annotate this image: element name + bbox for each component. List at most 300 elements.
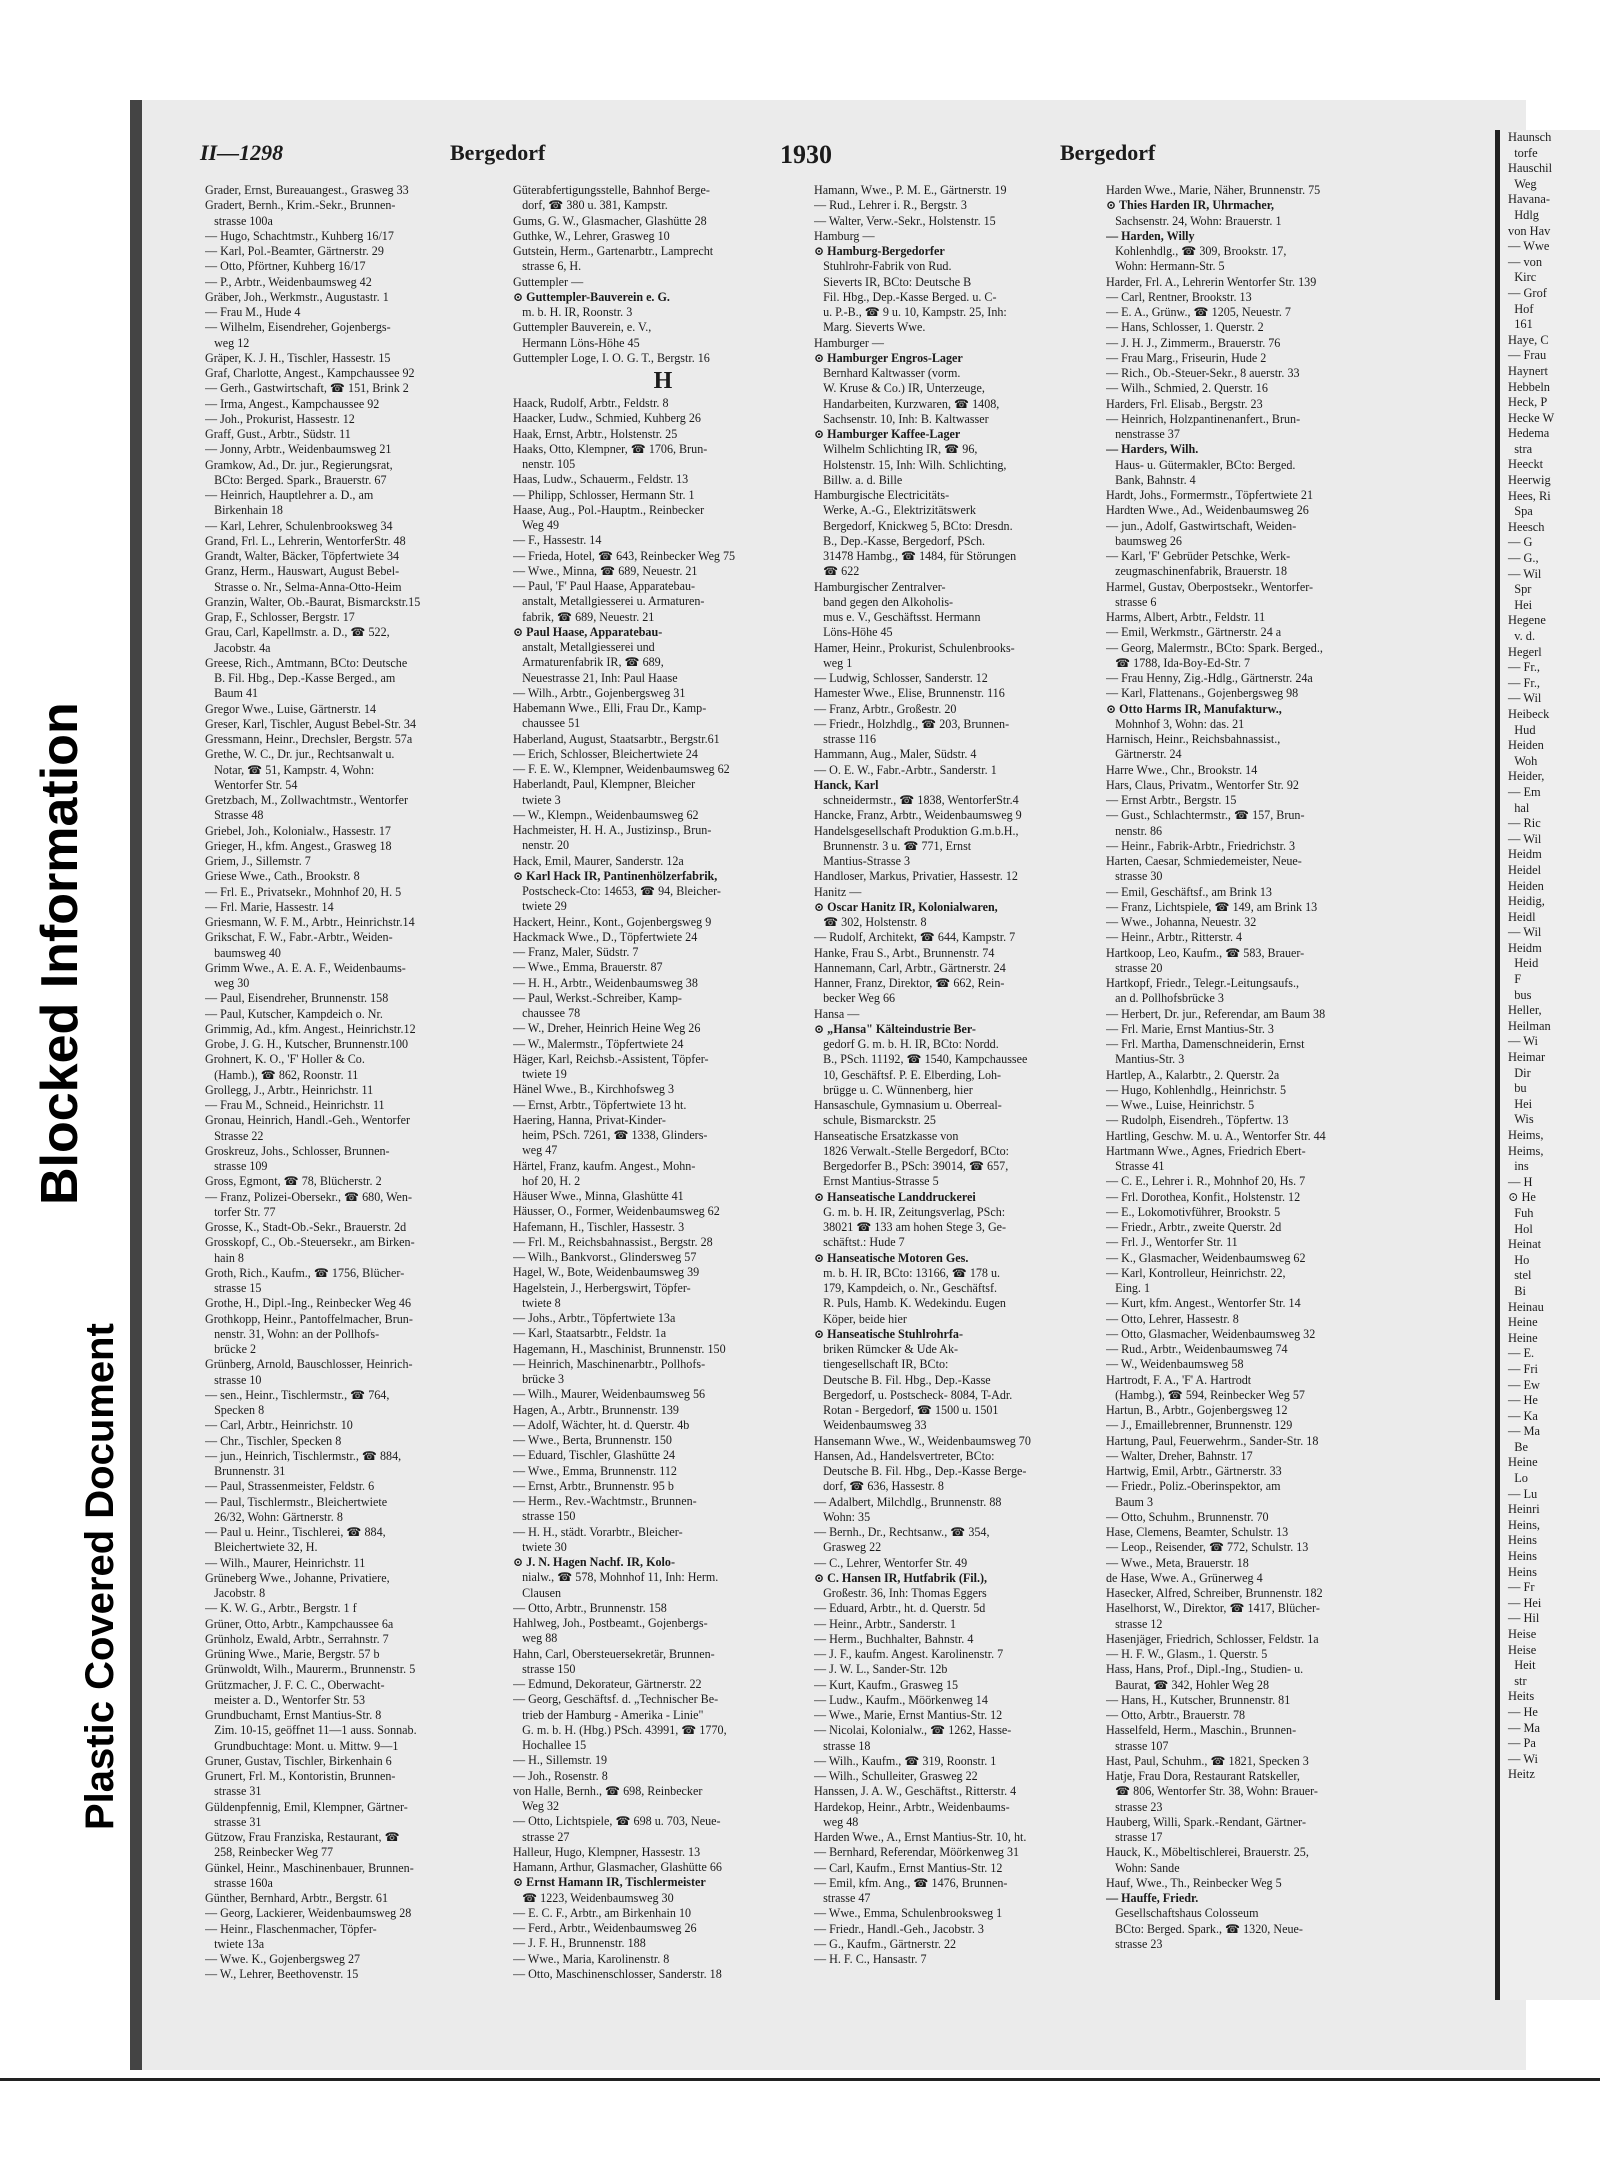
directory-entry-line: strasse 150 <box>513 1509 576 1524</box>
directory-entry-line: — W., Lehrer, Beethovenstr. 15 <box>205 1967 359 1982</box>
directory-entry-line: Hartung, Paul, Feuerwehrm., Sander-Str. 18 <box>1106 1433 1319 1448</box>
next-page-entry-line: — Wwe <box>1508 239 1550 254</box>
directory-entry-line: mus e. V., Geschäftsst. Hermann <box>814 610 981 624</box>
directory-entry-line: strasse 31 <box>205 1814 262 1829</box>
directory-entry-line: — jun., Heinrich, Tischlermstr., ☎ 884, <box>205 1448 402 1463</box>
directory-entry-line: Wohn: 35 <box>814 1509 871 1524</box>
directory-entry-line: Haack, Rudolf, Arbtr., Feldstr. 8 <box>513 396 669 410</box>
directory-entry-line: — Carl, Kaufm., Ernst Mantius-Str. 12 <box>814 1860 1003 1875</box>
directory-entry-line: Wilhelm Schlichting IR, ☎ 96, <box>814 442 978 457</box>
directory-entry-line: — Wilh., Schulleiter, Grasweg 22 <box>814 1769 978 1783</box>
directory-entry-line: — Philipp, Schlosser, Hermann Str. 1 <box>513 487 695 502</box>
directory-entry-line: — Heinrich, Hauptlehrer a. D., am <box>205 488 374 502</box>
directory-entry-line: — H., Sillemstr. 19 <box>513 1753 608 1768</box>
page-bottom-edge <box>0 2078 1600 2177</box>
directory-entry-line: — Otto, Schuhm., Brunnenstr. 70 <box>1106 1509 1269 1524</box>
directory-entry-line: Haselhorst, W., Direktor, ☎ 1417, Blücher- <box>1106 1601 1320 1616</box>
directory-entry-line: Brunnenstr. 31 <box>205 1464 286 1478</box>
directory-entry-line: — Wwe., Luise, Heinrichstr. 5 <box>1106 1098 1255 1112</box>
directory-entry-line: Jacobstr. 8 <box>205 1586 266 1600</box>
directory-entry-line: Harmel, Gustav, Oberpostsekr., Wentorfer- <box>1106 579 1314 594</box>
directory-entry-line: Baum 41 <box>205 686 259 701</box>
next-page-entry-line: — He <box>1508 1393 1538 1408</box>
directory-entry-line: Billw. a. d. Bille <box>814 472 903 487</box>
directory-entry-line: — Karl, 'F' Gebrüder Petschke, Werk- <box>1106 549 1291 563</box>
next-page-entry-line: Heerwig <box>1508 473 1551 488</box>
directory-entry-line: Löns-Höhe 45 <box>814 625 893 640</box>
directory-entry-line: Häusser, O., Former, Weidenbaumsweg 62 <box>513 1204 720 1219</box>
directory-entry-line: Harden Wwe., A., Ernst Mantius-Str. 10, ht. <box>814 1830 1027 1844</box>
next-page-entry-line: Bi <box>1508 1283 1526 1298</box>
next-page-entry-line: v. d. <box>1508 629 1536 643</box>
directory-entry-line: BCto: Berged. Spark., Brauerstr. 67 <box>205 472 387 487</box>
directory-entry-line: ⊙ Hanseatische Motoren Ges. <box>814 1250 969 1265</box>
directory-entry-line: Hahn, Carl, Obersteuersekretär, Brunnen- <box>513 1646 715 1661</box>
directory-entry-line: — Wilh., Kaufm., ☎ 319, Roonstr. 1 <box>814 1753 997 1768</box>
directory-entry-line: — Friedr., Arbtr., zweite Querstr. 2d <box>1106 1220 1282 1234</box>
directory-entry-line: — W., Dreher, Heinrich Heine Weg 26 <box>513 1021 701 1036</box>
directory-entry-line: Graff, Gust., Arbtr., Südstr. 11 <box>205 427 351 441</box>
directory-entry-line: Hack, Emil, Maurer, Sanderstr. 12a <box>513 853 684 868</box>
directory-entry-line: Armaturenfabrik IR, ☎ 689, <box>513 655 664 670</box>
directory-entry-line: nenstr. 31, Wohn: an der Pollhofs- <box>205 1326 380 1341</box>
directory-entry-line: — Paul, Strassenmeister, Feldstr. 6 <box>205 1479 375 1494</box>
directory-entry-line: — H. H., städt. Vorarbtr., Bleicher- <box>513 1524 683 1539</box>
directory-entry-line: ⊙ C. Hansen IR, Hutfabrik (Fil.), <box>814 1570 988 1585</box>
next-page-entry-line: Heine <box>1508 1315 1538 1330</box>
next-page-entry-line: Hecke W <box>1508 410 1555 425</box>
directory-entry-line: Grasweg 22 <box>814 1540 882 1555</box>
directory-entry-line: — Jonny, Arbtr., Weidenbaumsweg 21 <box>205 442 392 457</box>
directory-entry-line: — Erich, Schlosser, Bleichertwiete 24 <box>513 746 698 761</box>
directory-entry-line: Hartun, B., Arbtr., Gojenbergsweg 12 <box>1106 1403 1288 1417</box>
directory-entry-line: — Wwe., Johanna, Neuestr. 32 <box>1106 915 1257 929</box>
directory-entry-line: Groth, Rich., Kaufm., ☎ 1756, Blücher- <box>205 1265 405 1280</box>
directory-entry-line: Harre Wwe., Chr., Brookstr. 14 <box>1106 762 1258 777</box>
directory-entry-line: Grimmig, Ad., kfm. Angest., Heinrichstr.12 <box>205 1021 416 1036</box>
directory-entry-line: Grundbuchamt, Ernst Mantius-Str. 8 <box>205 1708 382 1722</box>
directory-entry-line: — Heinr., Fabrik-Arbtr., Friedrichstr. 3 <box>1106 838 1296 853</box>
directory-entry-line: — J. F. H., Brunnenstr. 188 <box>513 1936 646 1951</box>
directory-entry-line: — Wilh., Maurer, Heinrichstr. 11 <box>205 1555 366 1570</box>
directory-entry-line: 179, Kampdeich, o. Nr., Geschäftsf. <box>814 1281 998 1295</box>
directory-entry-line: Hachmeister, H. H. A., Justizinsp., Brun- <box>513 823 712 837</box>
directory-entry-line: Handelsgesellschaft Produktion G.m.b.H., <box>814 823 1019 838</box>
directory-entry-line: weg 1 <box>814 655 853 670</box>
directory-entry-line: Wentorfer Str. 54 <box>205 777 298 792</box>
directory-entry-line: BCto: Berged. Spark., ☎ 1320, Neue- <box>1106 1921 1303 1936</box>
directory-entry-line: Hänel Wwe., B., Kirchhofsweg 3 <box>513 1082 674 1097</box>
next-page-entry-line: — Wil <box>1508 566 1542 581</box>
directory-entry-line: Hancke, Franz, Arbtr., Weidenbaumsweg 9 <box>814 808 1022 823</box>
directory-entry-line: Strasse 22 <box>205 1128 264 1143</box>
directory-entry-line: ⊙ „Hansa" Kälteindustrie Ber- <box>814 1021 976 1036</box>
directory-entry-line: strasse 100a <box>205 213 273 228</box>
directory-entry-line: Greese, Rich., Amtmann, BCto: Deutsche <box>205 655 408 670</box>
directory-entry-line: twiete 8 <box>513 1295 561 1310</box>
directory-entry-line: Hase, Clemens, Beamter, Schulstr. 13 <box>1106 1525 1289 1539</box>
page-bottom-rule <box>0 2078 1600 2081</box>
directory-entry-line: — Ernst, Arbtr., Töpfertwiete 13 ht. <box>513 1097 687 1112</box>
directory-entry-line: Marg. Sieverts Wwe. <box>814 320 926 335</box>
directory-entry-line: Grobe, J. G. H., Kutscher, Brunnenstr.100 <box>205 1037 409 1051</box>
directory-entry-line: — Joh., Prokurist, Hassestr. 12 <box>205 411 355 426</box>
directory-entry-line: Hannemann, Carl, Arbtr., Gärtnerstr. 24 <box>814 960 1006 975</box>
directory-entry-line: brücke 2 <box>205 1342 257 1356</box>
directory-entry-line: — Wwe., Berta, Brunnenstr. 150 <box>513 1433 672 1447</box>
directory-entry-line: Grüneberg Wwe., Johanne, Privatiere, <box>205 1570 390 1585</box>
directory-entry-line: — Frl. E., Privatsekr., Mohnhof 20, H. 5 <box>205 884 402 899</box>
directory-entry-line: hain 8 <box>205 1250 244 1265</box>
directory-column-3 <box>814 183 1104 1967</box>
directory-entry-line: Notar, ☎ 51, Kampstr. 4, Wohn: <box>205 762 375 777</box>
next-page-entry-line: Heine <box>1508 1330 1538 1345</box>
directory-entry-line: (Hambg.), ☎ 594, Reinbecker Weg 57 <box>1106 1387 1305 1402</box>
directory-entry-line: Gräper, K. J. H., Tischler, Hassestr. 15 <box>205 350 391 365</box>
directory-entry-line: nenstr. 20 <box>513 838 570 853</box>
directory-entry-line: Gützow, Frau Franziska, Restaurant, ☎ <box>205 1830 400 1844</box>
directory-entry-line: — Friedr., Handl.-Geh., Jacobstr. 3 <box>814 1921 984 1936</box>
next-page-entry-line: — Wil <box>1508 831 1542 846</box>
directory-entry-line: Hanseatische Ersatzkasse von <box>814 1128 959 1143</box>
directory-entry-line: Baum 3 <box>1106 1494 1154 1509</box>
directory-entry-line: Gradert, Bernh., Krim.-Sekr., Brunnen- <box>205 198 396 213</box>
directory-entry-line: Haacker, Ludw., Schmied, Kuhberg 26 <box>513 411 701 426</box>
directory-entry-line: strasse 27 <box>513 1829 570 1844</box>
directory-entry-line: Grünberg, Arnold, Bauschlosser, Heinrich- <box>205 1357 413 1372</box>
directory-entry-line: Grosskopf, C., Ob.-Steuersekr., am Birken- <box>205 1235 415 1250</box>
directory-entry-line: — Frau Marg., Friseurin, Hude 2 <box>1106 350 1267 365</box>
directory-entry-line: Specken 8 <box>205 1403 265 1417</box>
directory-entry-line: Griebel, Joh., Kolonialw., Hassestr. 17 <box>205 823 391 838</box>
directory-entry-line: Grützmacher, J. F. C. C., Oberwacht- <box>205 1677 385 1692</box>
next-page-entry-line: bus <box>1508 987 1532 1002</box>
directory-entry-line: ⊙ Ernst Hamann IR, Tischlermeister <box>513 1875 706 1890</box>
next-page-entry-line: Be <box>1508 1439 1528 1454</box>
directory-entry-line: von Halle, Bernh., ☎ 698, Reinbecker <box>513 1783 703 1798</box>
directory-entry-line: — H. H., Arbtr., Weidenbaumsweg 38 <box>513 975 698 990</box>
next-page-entry-line: Hof <box>1508 301 1534 316</box>
next-page-entry-line: Heinau <box>1508 1299 1544 1314</box>
directory-entry-line: strasse 150 <box>513 1661 576 1676</box>
directory-entry-line: — Frieda, Hotel, ☎ 643, Reinbecker Weg 75 <box>513 548 736 563</box>
directory-entry-line: — Eduard, Arbtr., ht. d. Querstr. 5d <box>814 1601 986 1616</box>
directory-entry-line: ⊙ Paul Haase, Apparatebau- <box>513 624 663 639</box>
directory-entry-line: strasse 18 <box>814 1738 871 1753</box>
directory-entry-line: Bernhard Kaltwasser (vorm. <box>814 366 961 380</box>
next-page-entry-line: Fuh <box>1508 1205 1534 1220</box>
directory-entry-line: — Rudolph, Eisendreh., Töpfertw. 13 <box>1106 1113 1289 1128</box>
directory-entry-line: G. m. b. H. (Hbg.) PSch. 43991, ☎ 1770, <box>513 1722 727 1737</box>
directory-entry-line: Hauck, K., Möbeltischlerei, Brauerstr. 25, <box>1106 1845 1309 1860</box>
directory-entry-line: — Carl, Arbtr., Heinrichstr. 10 <box>205 1418 353 1433</box>
next-page-entry-line: Hol <box>1508 1221 1533 1236</box>
directory-entry-line: — Nicolai, Kolonialw., ☎ 1262, Hasse- <box>814 1723 1012 1738</box>
directory-entry-line: — Rudolf, Architekt, ☎ 644, Kampstr. 7 <box>814 930 1016 945</box>
directory-entry-line: gedorf G. m. b. H. IR, BCto: Nordd. <box>814 1037 999 1051</box>
next-page-entry-line: str <box>1508 1673 1527 1688</box>
directory-entry-line: Köper, beide hier <box>814 1311 907 1326</box>
directory-entry-line: brügge u. C. Wünnenberg, hier <box>814 1082 973 1097</box>
directory-entry-line: — Irma, Angest., Kampchaussee 92 <box>205 396 380 411</box>
directory-entry-line: Haberland, August, Staatsarbtr., Bergstr.61 <box>513 731 720 746</box>
directory-entry-line: brücke 3 <box>513 1372 565 1386</box>
directory-entry-line: Hartwig, Emil, Arbtr., Gärtnerstr. 33 <box>1106 1464 1282 1478</box>
directory-entry-line: 10, Geschäftsf. P. E. Elberding, Loh- <box>814 1067 1002 1082</box>
directory-entry-line: ☎ 806, Wentorfer Str. 38, Wohn: Brauer- <box>1106 1784 1318 1799</box>
directory-entry-line: — Otto, Pförtner, Kuhberg 16/17 <box>205 259 366 274</box>
directory-entry-line: twiete 13a <box>205 1936 265 1951</box>
directory-entry-line: — Frl. M., Reichsbahnassist., Bergstr. 28 <box>513 1234 713 1249</box>
directory-entry-line: — Paul, 'F' Paul Haase, Apparatebau- <box>513 579 696 593</box>
directory-entry-line: — E., Lokomotivführer, Brookstr. 5 <box>1106 1204 1281 1219</box>
directory-entry-line: strasse 6 <box>1106 594 1157 609</box>
directory-entry-line: — Frl. Marie, Ernst Mantius-Str. 3 <box>1106 1021 1274 1036</box>
directory-entry-line: — G., Kaufm., Gärtnerstr. 22 <box>814 1936 957 1951</box>
next-page-entry-line: Hei <box>1508 1096 1533 1111</box>
directory-entry-line: — Rud., Arbtr., Weidenbaumsweg 74 <box>1106 1342 1288 1356</box>
directory-entry-line: — Emil, Werkmstr., Gärtnerstr. 24 a <box>1106 625 1282 640</box>
directory-entry-line: — F., Hassestr. 14 <box>513 533 602 548</box>
directory-entry-line: Sachsenstr. 10, Inh: B. Kaltwasser <box>814 411 989 426</box>
next-page-entry-line: — Wil <box>1508 925 1542 940</box>
directory-entry-line: m. b. H. IR, BCto: 13166, ☎ 178 u. <box>814 1265 1001 1280</box>
next-page-entry-line: Hauschil <box>1508 161 1553 176</box>
directory-entry-line: ⊙ Hamburger Engros-Lager <box>814 350 963 365</box>
directory-entry-line: ⊙ Karl Hack IR, Pantinenhölzerfabrik, <box>513 868 718 883</box>
next-page-entry-line: Heinri <box>1508 1502 1540 1517</box>
directory-entry-line: Gross, Egmont, ☎ 78, Blücherstr. 2 <box>205 1174 382 1189</box>
next-page-entry-line: Havana- <box>1508 192 1550 207</box>
directory-entry-line: ☎ 302, Holstenstr. 8 <box>814 915 927 929</box>
next-page-entry-line: Hebbeln <box>1508 379 1550 394</box>
directory-entry-line: Griesmann, W. F. M., Arbtr., Heinrichstr.14 <box>205 915 415 929</box>
directory-entry-line: strasse 20 <box>1106 960 1163 975</box>
next-page-entry-line: Heesch <box>1508 519 1545 534</box>
directory-entry-line: Gärtnerstr. 24 <box>1106 747 1182 762</box>
directory-entry-line: Hamburgische Electricitäts- <box>814 488 950 502</box>
directory-entry-line: — Wwe., Minna, ☎ 689, Neuestr. 21 <box>513 563 698 578</box>
directory-entry-line: m. b. H. IR, Roonstr. 3 <box>513 305 633 319</box>
directory-entry-line: Wohn: Hermann-Str. 5 <box>1106 259 1225 274</box>
next-page-entry-line: ⊙ He <box>1508 1190 1536 1205</box>
directory-entry-line: briken Rümcker & Ude Ak- <box>814 1342 959 1356</box>
directory-entry-line: de Hase, Wwe. A., Grünerweg 4 <box>1106 1570 1263 1585</box>
directory-column-4 <box>1106 183 1411 1952</box>
directory-entry-line: — W., Malermstr., Töpfertwiete 24 <box>513 1036 684 1051</box>
directory-entry-line: — sen., Heinr., Tischlermstr., ☎ 764, <box>205 1387 390 1402</box>
next-page-entry-line: Haynert <box>1508 363 1548 378</box>
directory-entry-line: — Kurt, Kaufm., Grasweg 15 <box>814 1677 959 1692</box>
directory-entry-line: Haase, Aug., Pol.-Hauptm., Reinbecker <box>513 502 705 517</box>
directory-entry-line: Hasselfeld, Herm., Maschin., Brunnen- <box>1106 1723 1297 1738</box>
directory-entry-line: — J. W. L., Sander-Str. 12b <box>814 1662 948 1677</box>
directory-entry-line: Grundbuchtage: Mont. u. Mittw. 9—1 <box>205 1738 399 1753</box>
directory-entry-line: Granzin, Walter, Ob.-Baurat, Bismarckstr.15 <box>205 594 421 609</box>
directory-entry-line: Hammann, Aug., Maler, Südstr. 4 <box>814 747 977 762</box>
directory-column-2 <box>513 183 813 1982</box>
directory-entry-line: nenstr. 86 <box>1106 823 1163 838</box>
next-page-entry-line: — Fr., <box>1508 660 1541 675</box>
directory-entry-line: strasse 107 <box>1106 1738 1169 1753</box>
directory-entry-line: Hansemann Wwe., W., Weidenbaumsweg 70 <box>814 1433 1031 1448</box>
directory-entry-line: — Wwe. K., Gojenbergsweg 27 <box>205 1952 361 1966</box>
directory-entry-line: Grosse, K., Stadt-Ob.-Sekr., Brauerstr. 2d <box>205 1220 407 1234</box>
directory-entry-line: Rotan - Bergedorf, ☎ 1500 u. 1501 <box>814 1403 999 1417</box>
directory-entry-line: anstalt, Metallgiesserei u. Armaturen- <box>513 594 705 609</box>
directory-entry-line: — Karl, Kontrolleur, Heinrichstr. 22, <box>1106 1265 1286 1280</box>
next-page-entry-line: Hegene <box>1508 613 1546 628</box>
directory-entry-line: Guttempler Loge, I. O. G. T., Bergstr. 16 <box>513 350 710 365</box>
directory-entry-line: — Adolf, Wächter, ht. d. Querstr. 4b <box>513 1417 690 1432</box>
directory-entry-line: ☎ 1788, Ida-Boy-Ed-Str. 7 <box>1106 655 1251 670</box>
next-page-entry-line: — Wi <box>1508 1034 1538 1049</box>
directory-entry-line: — Wilh., Arbtr., Gojenbergsweg 31 <box>513 685 686 700</box>
directory-entry-line: — Karl, Flattenans., Gojenbergsweg 98 <box>1106 686 1299 701</box>
next-page-entry-line: — E. <box>1508 1346 1535 1361</box>
directory-entry-line: — jun., Adolf, Gastwirtschaft, Weiden- <box>1106 518 1297 533</box>
directory-entry-line: — Edmund, Dekorateur, Gärtnerstr. 22 <box>513 1677 702 1691</box>
next-page-entry-line: — Wil <box>1508 691 1542 706</box>
next-page-entry-line: ins <box>1508 1159 1529 1174</box>
directory-entry-line: Mantius-Str. 3 <box>1106 1052 1185 1067</box>
directory-entry-line: Hamburger — <box>814 335 884 350</box>
directory-entry-line: R. Puls, Hamb. K. Wedekindu. Eugen <box>814 1296 1006 1311</box>
directory-entry-line: — Bernh., Dr., Rechtsanw., ☎ 354, <box>814 1525 990 1539</box>
directory-entry-line: trieb der Hamburg - Amerika - Linie" <box>513 1707 704 1722</box>
directory-entry-line: Haas, Ludw., Schauerm., Feldstr. 13 <box>513 472 689 487</box>
directory-entry-line: — K. W. G., Arbtr., Bergstr. 1 f <box>205 1601 357 1616</box>
directory-entry-line: — E. A., Grünw., ☎ 1205, Neuestr. 7 <box>1106 305 1291 319</box>
directory-entry-line: strasse 10 <box>205 1372 262 1387</box>
directory-entry-line: chaussee 78 <box>513 1006 581 1020</box>
directory-entry-line: Gressmann, Heinr., Drechsler, Bergstr. 57a <box>205 732 413 746</box>
next-page-entry-line: Heller, <box>1508 1003 1542 1018</box>
directory-entry-line: G. m. b. H. IR, Zeitungsverlag, PSch: <box>814 1204 1006 1219</box>
next-page-entry-line: Heeckt <box>1508 457 1544 472</box>
directory-entry-line: Guttempler — <box>513 274 584 289</box>
directory-entry-line: Günkel, Heinr., Maschinenbauer, Brunnen- <box>205 1860 414 1875</box>
next-page-entry-line: — Ka <box>1508 1408 1538 1423</box>
next-page-entry-line: — Em <box>1508 784 1541 799</box>
directory-entry-line: Grap, F., Schlosser, Bergstr. 17 <box>205 610 355 624</box>
directory-entry-line: — Herm., Rev.-Wachtmstr., Brunnen- <box>513 1494 697 1508</box>
directory-entry-line: — Chr., Tischler, Specken 8 <box>205 1433 342 1448</box>
directory-entry-line: — Eduard, Tischler, Glashütte 24 <box>513 1448 676 1463</box>
directory-entry-line: — Frl. Dorothea, Konfit., Holstenstr. 12 <box>1106 1189 1301 1204</box>
directory-entry-line: Haus- u. Gütermakler, BCto: Berged. <box>1106 457 1296 472</box>
directory-entry-line: B., PSch. 11192, ☎ 1540, Kampchaussee <box>814 1052 1028 1067</box>
directory-entry-line: Gutstein, Herm., Gartenarbtr., Lamprecht <box>513 244 714 258</box>
next-page-entry-line: Heilman <box>1508 1018 1551 1033</box>
directory-entry-line: Groskreuz, Johs., Schlosser, Brunnen- <box>205 1143 390 1158</box>
directory-entry-line: Birkenhain 18 <box>205 503 283 518</box>
directory-entry-line: — Hugo, Kohlenhdlg., Heinrichstr. 5 <box>1106 1082 1287 1097</box>
directory-entry-line: Hartling, Geschw. M. u. A., Wentorfer Str. 44 <box>1106 1128 1326 1143</box>
directory-entry-line: — Hans, H., Kutscher, Brunnenstr. 81 <box>1106 1692 1291 1707</box>
directory-entry-line: — Carl, Rentner, Brookstr. 13 <box>1106 289 1252 304</box>
directory-entry-line: B. Fil. Hbg., Dep.-Kasse Berged., am <box>205 671 396 685</box>
next-page-lines <box>1500 130 1600 1783</box>
next-page-entry-line: stra <box>1508 441 1533 456</box>
directory-entry-line: Strasse 41 <box>1106 1159 1165 1173</box>
directory-entry-line: — Otto, Maschinenschlosser, Sanderstr. 18 <box>513 1966 722 1981</box>
directory-entry-line: Hast, Paul, Schuhm., ☎ 1821, Specken 3 <box>1106 1753 1309 1768</box>
directory-entry-line: Hamburg — <box>814 228 875 243</box>
next-page-entry-line: Kirc <box>1508 270 1537 285</box>
next-page-entry-line: Heims, <box>1508 1143 1544 1158</box>
directory-entry-line: Hauberg, Willi, Spark.-Rendant, Gärtner- <box>1106 1814 1306 1829</box>
directory-entry-line: — J., Emaillebrenner, Brunnenstr. 129 <box>1106 1418 1293 1433</box>
directory-entry-line: — Frau Henny, Zig.-Hdlg., Gärtnerstr. 24a <box>1106 671 1313 685</box>
town-heading-right: Bergedorf <box>1060 140 1156 165</box>
directory-entry-line: Deutsche B. Fil. Hbg., Dep.-Kasse Berge- <box>814 1464 1027 1478</box>
directory-entry-line: Grunert, Frl. M., Kontoristin, Brunnen- <box>205 1769 396 1783</box>
next-page-entry-line: hal <box>1508 800 1530 815</box>
directory-entry-line: Eing. 1 <box>1106 1281 1151 1295</box>
directory-entry-line: strasse 47 <box>814 1891 871 1905</box>
directory-entry-line: Hardekop, Heinr., Arbtr., Weidenbaums- <box>814 1799 1010 1814</box>
directory-entry-line: — O. E. W., Fabr.-Arbtr., Sanderstr. 1 <box>814 762 997 777</box>
directory-entry-line: — Karl, Staatsarbtr., Feldstr. 1a <box>513 1326 667 1341</box>
directory-entry-line: Hanner, Franz, Direktor, ☎ 662, Rein- <box>814 976 1005 990</box>
directory-entry-line: Granz, Herm., Hauswart, August Bebel- <box>205 564 400 579</box>
directory-entry-line: Hartkoop, Leo, Kaufm., ☎ 583, Brauer- <box>1106 945 1305 960</box>
directory-entry-line: Hasecker, Alfred, Schreiber, Brunnenstr. 182 <box>1106 1586 1323 1600</box>
directory-entry-line: — W., Klempn., Weidenbaumsweg 62 <box>513 807 699 822</box>
next-page-entry-line: Heine <box>1508 1455 1538 1470</box>
directory-entry-line: Hermann Löns-Höhe 45 <box>513 335 640 350</box>
directory-entry-line: Hansa — <box>814 1006 860 1021</box>
next-page-entry-line: — Wi <box>1508 1751 1538 1766</box>
side-label-strip <box>0 0 120 2177</box>
directory-entry-line: Wohn: Sande <box>1106 1860 1180 1875</box>
directory-entry-line: Hartrodt, F. A., 'F' A. Hartrodt <box>1106 1372 1252 1387</box>
directory-entry-line: Weg 32 <box>513 1799 560 1813</box>
next-page-entry-line: — G., <box>1508 551 1539 566</box>
directory-entry-line: Grau, Carl, Kapellmstr. a. D., ☎ 522, <box>205 625 390 640</box>
directory-entry-line: becker Weg 66 <box>814 991 896 1006</box>
next-page-entry-line: Heins <box>1508 1564 1537 1579</box>
directory-entry-line: Hartmann Wwe., Agnes, Friedrich Ebert- <box>1106 1143 1306 1158</box>
next-page-entry-line: F <box>1508 972 1522 987</box>
directory-entry-line: schäftst.: Hude 7 <box>814 1235 905 1250</box>
directory-entry-line: schneidermstr., ☎ 1838, WentorferStr.4 <box>814 793 1019 807</box>
directory-entry-line: ⊙ Hanseatische Landdruckerei <box>814 1189 976 1204</box>
directory-entry-line: Häuser Wwe., Minna, Glashütte 41 <box>513 1189 684 1203</box>
next-page-entry-line: — Ma <box>1508 1720 1541 1735</box>
next-page-entry-line: Heidm <box>1508 940 1542 955</box>
directory-entry-line: — Adalbert, Milchdlg., Brunnenstr. 88 <box>814 1494 1002 1509</box>
directory-entry-line: Griem, J., Sillemstr. 7 <box>205 854 311 868</box>
directory-entry-line: Stuhlrohr-Fabrik von Rud. <box>814 259 952 274</box>
directory-entry-line: — Wilh., Schmied, 2. Querstr. 16 <box>1106 381 1268 396</box>
directory-entry-line: nenstr. 105 <box>513 457 576 471</box>
directory-entry-line: Hamer, Heinr., Prokurist, Schulenbrooks- <box>814 640 1015 655</box>
directory-entry-line: Grikschat, F. W., Fabr.-Arbtr., Weiden- <box>205 930 393 945</box>
directory-entry-line: — Paul, Eisendreher, Brunnenstr. 158 <box>205 991 389 1006</box>
directory-entry-line: twiete 30 <box>513 1539 567 1554</box>
directory-entry-line: Harnisch, Heinr., Reichsbahnassist., <box>1106 732 1281 746</box>
next-page-entry-line: Lo <box>1508 1471 1528 1486</box>
directory-entry-line: Hanitz — <box>814 884 862 899</box>
directory-entry-line: — Georg, Malermstr., BCto: Spark. Berged., <box>1106 640 1323 655</box>
directory-entry-line: — W., Weidenbaumsweg 58 <box>1106 1357 1244 1372</box>
directory-entry-line: Hass, Hans, Prof., Dipl.-Ing., Studien- u. <box>1106 1662 1304 1677</box>
directory-entry-line: — Bernhard, Referendar, Möörkenweg 31 <box>814 1845 1020 1860</box>
next-page-entry-line: Heidm <box>1508 847 1542 862</box>
directory-entry-line: Hackert, Heinr., Kont., Gojenbergsweg 9 <box>513 914 712 929</box>
